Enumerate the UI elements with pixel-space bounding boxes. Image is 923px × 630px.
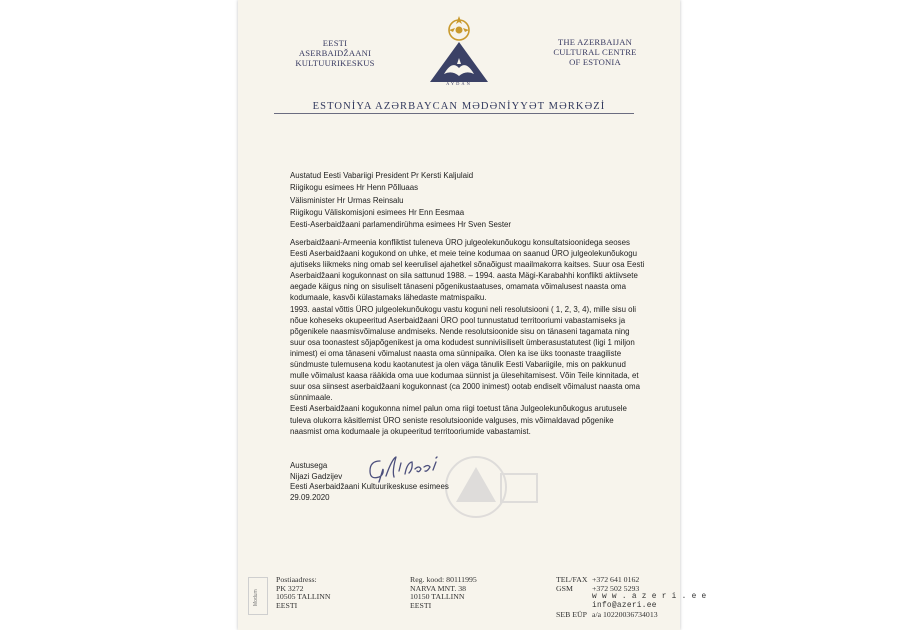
footer-registry xyxy=(410,576,477,611)
footer-postal-line: Postiaadress: xyxy=(276,575,317,584)
footer-website-link[interactable]: w w w . a z e r i . e e xyxy=(592,593,707,602)
letterhead-right-line: THE AZERBAIJAN xyxy=(557,37,633,47)
signer-name: Nijazi Gadzijev xyxy=(290,471,343,481)
body-line: ajutiseks liikmeks ning omab sel keerulisel ajahetkel sõnaõigust maailmakorra kaitses. Suur osa Eesti xyxy=(290,260,645,270)
centre-name-azerbaijani: ESTONİYA AZƏRBAYCAN MƏDƏNİYYƏT MƏRKƏZİ xyxy=(312,101,606,112)
closing-text: Austusega xyxy=(290,461,328,470)
body-line: tuleva olukorra käsitlemist ÜRO seniste resolutsioonide valguses, mis võimaldavad põgenike xyxy=(290,415,614,425)
body-line: naasmist oma kodumaale ja okupeeritud territooriumide vabastamist. xyxy=(290,426,531,436)
signoff-block xyxy=(290,460,650,503)
letterhead-left-line: KULTUURIKESKUS xyxy=(295,58,375,68)
body-line: Eesti Aserbaidžaani kogukonna nimel palun oma riigi toetust täna Julgeolekunõukogus arutusele xyxy=(290,404,627,414)
handwritten-signature xyxy=(366,453,446,487)
letter-page xyxy=(238,0,707,630)
footer-postal-line: EESTI xyxy=(276,601,298,611)
letterhead-english-name xyxy=(540,37,650,67)
footer-contact-label: GSM xyxy=(556,583,573,593)
printer-mark-text: Modum xyxy=(253,589,259,606)
signer-title: Eesti Aserbaidžaani Kultuurikeskuse esimees xyxy=(290,482,449,492)
body-line: suur osa toonastest sõjapõgenikest ja oma kodudest sunniviisiliselt ümberasustatutest (ligi 1 miljon xyxy=(290,337,635,347)
addressee-line: Riigikogu Väliskomisjoni esimees Hr Enn Eesmaa xyxy=(290,207,465,217)
footer-postal-line: PK 3272 xyxy=(276,583,304,593)
footer-phone: +372 641 0162 xyxy=(592,575,640,584)
footer-registry-line: NARVA MNT. 38 xyxy=(410,583,467,593)
footer-postal-address xyxy=(276,576,330,611)
addressee-block xyxy=(290,170,650,231)
body-line: sünnimaale. xyxy=(290,393,333,403)
body-line: Aserbaidžaani kogukonnast on sila sattunud 1988. – 1994. aasta Mägi-Karabahhi konflikti aktiivsete xyxy=(290,271,638,281)
body-line: põgenikele naasmisvõimaluse andmiseks. Nende resolutsioonide sisu on tänaseni tagamata ning xyxy=(290,326,630,336)
body-line: 1993. aastal võttis ÜRO julgeolekunõukogu vastu koguni neli resolutsiooni ( 1, 2, 3, 4), mille sisu oli xyxy=(290,304,637,314)
letterhead-left-line: ASERBAIDŽAANI xyxy=(298,48,372,58)
footer-registry-line: 10150 TALLINN xyxy=(410,592,465,602)
letterhead-estonian-name xyxy=(280,38,390,68)
footer-email-link[interactable]: info@azeri.ee xyxy=(592,602,657,611)
addressee-line: Eesti-Aserbaidžaani parlamendirühma esimees Hr Sven Sester xyxy=(290,220,512,230)
letterhead-right-line: CULTURAL CENTRE xyxy=(553,47,637,57)
body-line: Aserbaidžaani-Armeenia konfliktist tuleneva ÜRO julgeolekunõukogu konsultatsioonidega seoses xyxy=(290,238,630,247)
body-line: Eesti Aserbaidžaani kogukond on uhke, et meie teine kodumaa on saanud ÜRO julgeolekunõukogu xyxy=(290,249,637,259)
aydan-logo xyxy=(424,12,494,90)
footer-contact-label: SEB EÜP xyxy=(556,609,587,619)
body-line: aegade käigus ning on sisuliselt tänaseni põgenikustaatuses, omamata võimalusest naasta oma xyxy=(290,282,626,292)
logo-caption: AYDAN xyxy=(446,81,472,86)
footer-contacts-values xyxy=(592,576,707,620)
footer-mobile: +372 502 5293 xyxy=(592,583,640,593)
letterhead-right-line: OF ESTONIA xyxy=(569,57,621,67)
flame-emblem-icon xyxy=(449,16,469,40)
footer-contact-label xyxy=(556,593,587,602)
footer-registry-line: EESTI xyxy=(410,601,432,611)
footer-contacts-labels xyxy=(556,576,587,620)
letter-date: 29.09.2020 xyxy=(290,493,330,503)
footer-bank-account: a/a 10220036734013 xyxy=(592,609,658,619)
letter-body xyxy=(290,237,650,437)
mountain-bird-icon xyxy=(430,42,488,82)
body-line: suur osa siinsest aserbaidžaani kogukonnast (ca 2000 inimest) ootab endiselt võimalust naasta oma xyxy=(290,382,641,392)
body-line: kodumaale, kasvõi külastamaks lähedaste matmispaiku. xyxy=(290,293,487,303)
header-divider xyxy=(274,113,634,114)
body-line: sündmuste tulemusena kodu kaotanutest ja olen väga tänulik Eesti Vabariigile, mis on pakkunud xyxy=(290,360,626,370)
addressee-line: Riigikogu esimees Hr Henn Põlluaas xyxy=(290,183,419,193)
letterhead-left-line: EESTI xyxy=(322,38,348,48)
footer-contact-label: TEL/FAX xyxy=(556,575,588,584)
footer-postal-line: 10505 TALLINN xyxy=(276,592,331,602)
body-line: mulle võimalust kaasa rääkida oma uue kodumaa sünnist ja ülesehitamisest. Võin Teile kinnitada, et xyxy=(290,371,639,381)
addressee-line: Austatud Eesti Vabariigi President Pr Kersti Kaljulaid xyxy=(290,171,474,180)
body-line: inimest) ei oma tänaseni võimalust naasta oma sünnipaika. Olen ka ise üks toonaste traagiliste xyxy=(290,348,622,358)
body-line: nõue koheseks okupeeritud Aserbaidžaani ÜRO pool tunnustatud territooriumi vabastamiseks ja xyxy=(290,315,626,325)
addressee-line: Välisminister Hr Urmas Reinsalu xyxy=(290,195,404,205)
footer-registry-line: Reg. kood: 80111995 xyxy=(410,575,477,584)
